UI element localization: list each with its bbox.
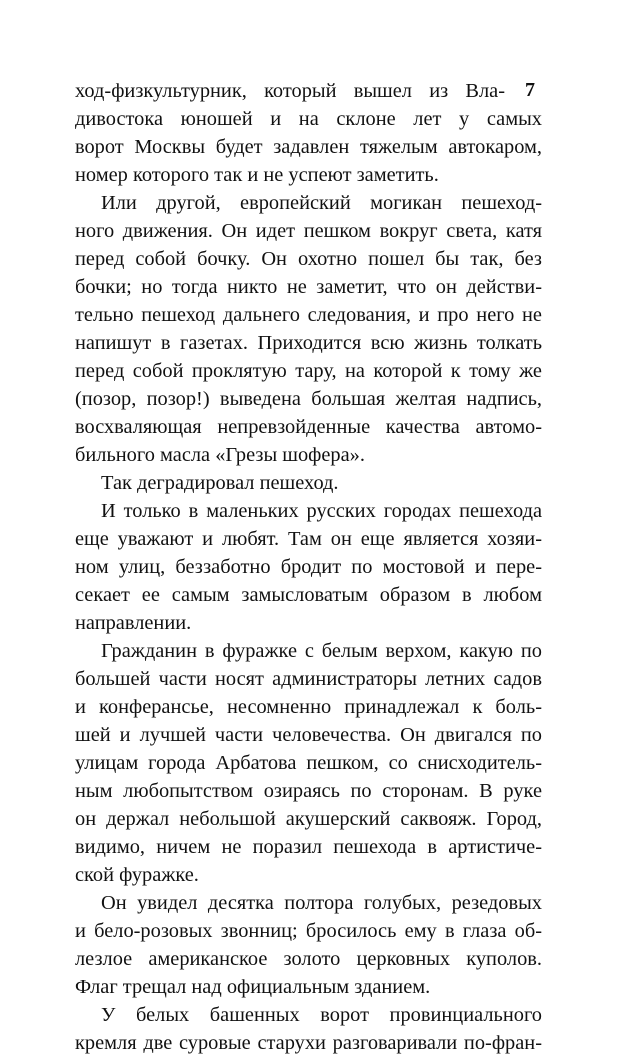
text-line: Так деградировал пешеход. (101, 472, 339, 494)
text-line: бильного масла «Грезы шофера». (75, 444, 365, 466)
text-line: И только в маленьких русских городах пешехода (101, 500, 542, 522)
text-line: Флаг трещал над официальным зданием. (75, 976, 431, 998)
text-line: Или другой, европейский могикан пешеход- (101, 192, 542, 214)
text-line: (позор, позор!) выведена большая желтая надпись, (75, 388, 542, 410)
text-line: восхваляющая непревзойденные качества автомо- (75, 416, 542, 438)
text-line: улицам города Арбатова пешком, со снисходитель- (75, 752, 542, 774)
text-line: Гражданин в фуражке с белым верхом, какую по (101, 640, 542, 662)
page-number: 7 (525, 79, 535, 101)
text-line: Он увидел десятка полтора голубых, резедовых (101, 892, 542, 914)
text-line: секает ее самым замысловатым образом в любом (75, 584, 542, 606)
text-line: У белых башенных ворот провинциального (101, 1004, 542, 1026)
text-line: еще уважают и любят. Там он еще является хозяи- (75, 528, 542, 550)
text-line: тельно пешеход дальнего следования, и про него не (75, 304, 542, 326)
text-line: перед собой проклятую тару, на которой к тому же (75, 360, 542, 382)
text-line: напишут в газетах. Приходится всю жизнь толкать (75, 332, 542, 354)
text-line: ного движения. Он идет пешком вокруг света, катя (75, 220, 542, 242)
text-line: ным любопытством озираясь по сторонам. В руке (75, 780, 542, 802)
text-line: лезлое американское золото церковных куполов. (75, 948, 542, 970)
text-line: ской фуражке. (75, 864, 199, 886)
text-line: видимо, ничем не поразил пешехода в артистиче- (75, 836, 542, 858)
text-line: кремля две суровые старухи разговаривали по-фран- (75, 1032, 542, 1054)
text-line: дивостока юношей и на склоне лет у самых (75, 108, 542, 130)
text-line: бочки; но тогда никто не заметит, что он действи- (75, 276, 542, 298)
text-line: и конферансье, несомненно принадлежал к боль- (75, 696, 542, 718)
text-line: ход-физкультурник, который вышел из Вла- (75, 80, 505, 102)
text-line: ном улиц, беззаботно бродит по мостовой и пере- (75, 556, 542, 578)
text-line: ворот Москвы будет задавлен тяжелым автокаром, (75, 136, 542, 158)
text-line: он держал небольшой акушерский саквояж. Город, (75, 808, 542, 830)
body-text (75, 77, 542, 1057)
text-line: и бело-розовых звонниц; бросилось ему в глаза об- (75, 920, 542, 942)
text-line: перед собой бочку. Он охотно пошел бы так, без (75, 248, 542, 270)
text-line: направлении. (75, 612, 192, 634)
text-line: номер которого так и не успеют заметить. (75, 164, 439, 186)
text-line: шей и лучшей части человечества. Он двигался по (75, 724, 542, 746)
text-line: большей части носят администраторы летних садов (75, 668, 542, 690)
